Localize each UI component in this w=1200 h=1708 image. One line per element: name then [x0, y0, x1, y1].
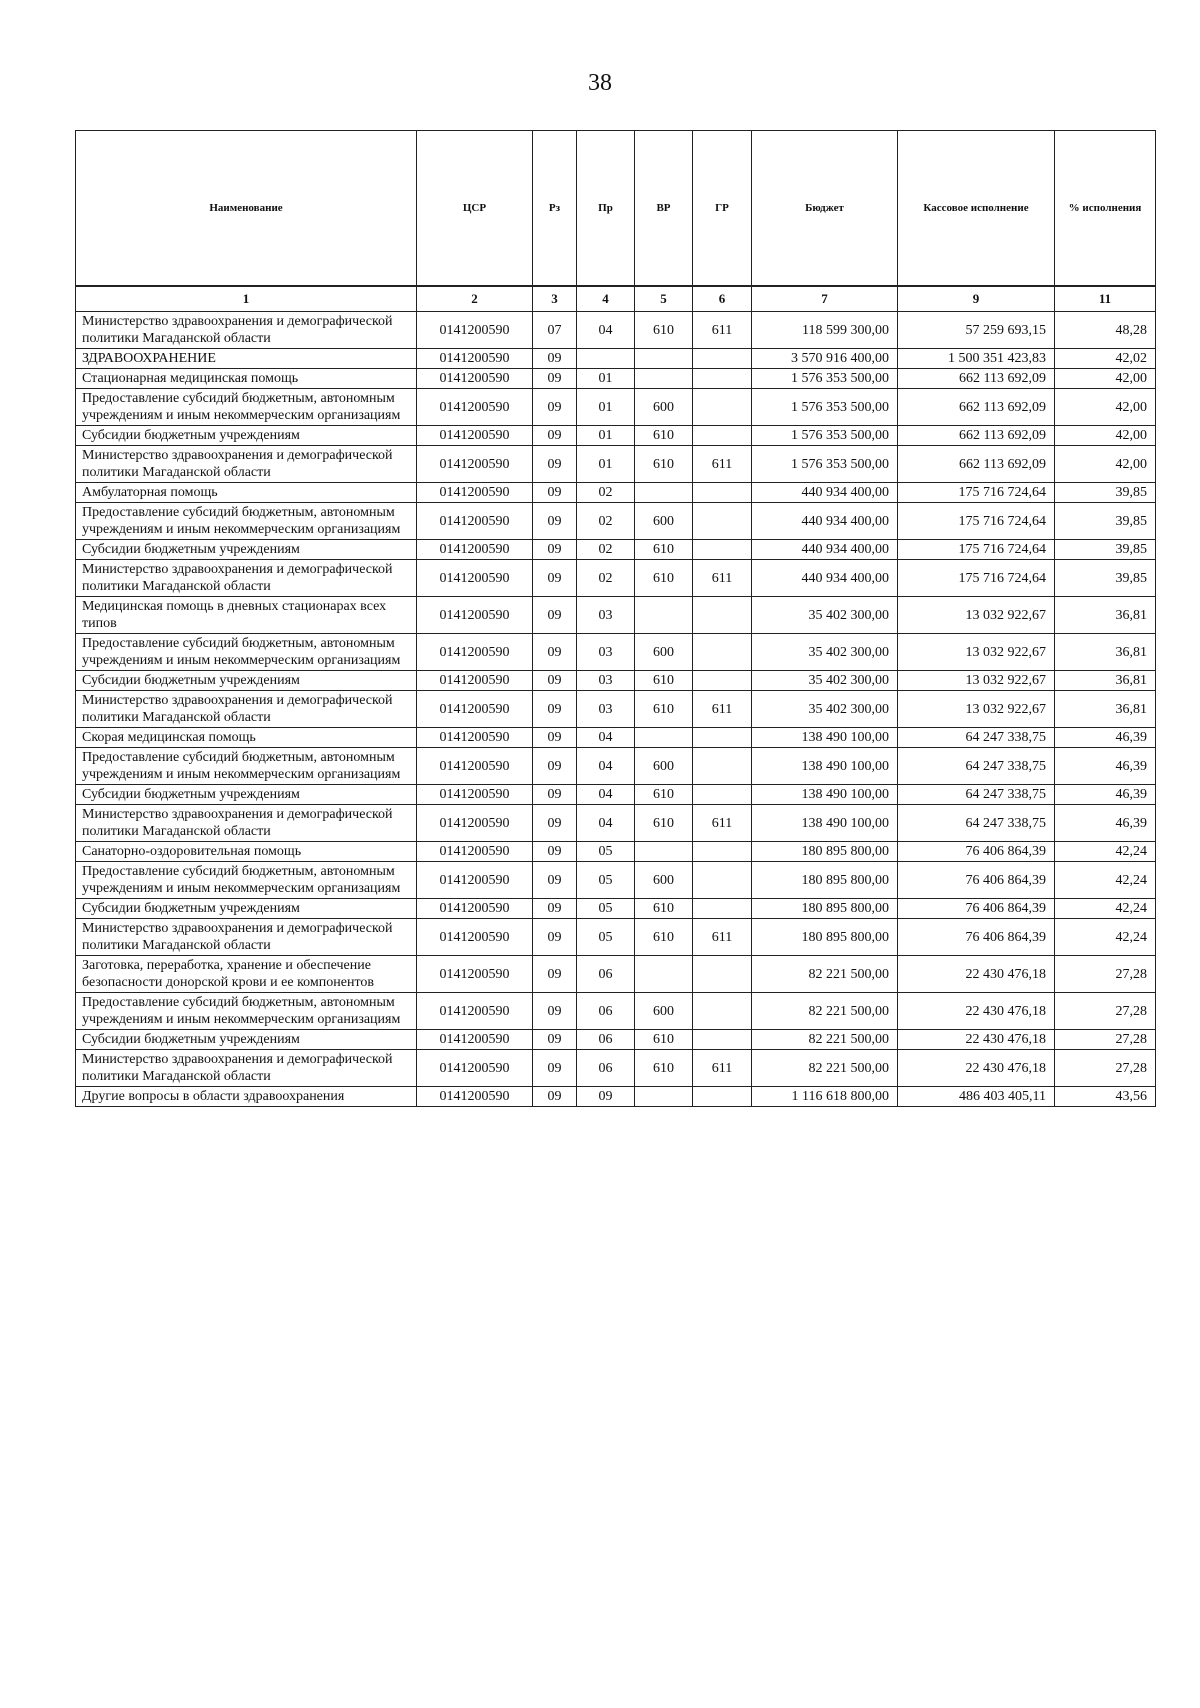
col-number: 3 [533, 286, 577, 312]
cell-budget: 1 116 618 800,00 [752, 1087, 898, 1107]
cell-vr: 600 [635, 862, 693, 899]
cell-budget: 82 221 500,00 [752, 1050, 898, 1087]
cell-rz: 09 [533, 862, 577, 899]
cell-name: Предоставление субсидий бюджетным, автономным учреждениям и иным некоммерческим организациям [76, 389, 417, 426]
col-number: 2 [417, 286, 533, 312]
cell-gr [693, 785, 752, 805]
cell-csr: 0141200590 [417, 540, 533, 560]
cell-percent: 36,81 [1055, 597, 1156, 634]
cell-gr [693, 503, 752, 540]
cell-name: Заготовка, переработка, хранение и обеспечение безопасности донорской крови и ее компонентов [76, 956, 417, 993]
cell-gr: 611 [693, 1050, 752, 1087]
table-body [76, 312, 1156, 1107]
cell-percent: 42,00 [1055, 389, 1156, 426]
cell-cash-execution: 662 113 692,09 [898, 426, 1055, 446]
cell-csr: 0141200590 [417, 691, 533, 728]
cell-gr [693, 426, 752, 446]
table-row [76, 1050, 1156, 1087]
cell-cash-execution: 13 032 922,67 [898, 671, 1055, 691]
cell-name: Субсидии бюджетным учреждениям [76, 785, 417, 805]
cell-name: Министерство здравоохранения и демографической политики Магаданской области [76, 446, 417, 483]
cell-gr [693, 671, 752, 691]
col-header-budget: Бюджет [752, 131, 898, 287]
col-number: 6 [693, 286, 752, 312]
cell-rz: 09 [533, 748, 577, 785]
cell-budget: 138 490 100,00 [752, 805, 898, 842]
cell-name: Министерство здравоохранения и демографической политики Магаданской области [76, 560, 417, 597]
cell-gr: 611 [693, 560, 752, 597]
cell-rz: 09 [533, 560, 577, 597]
cell-name: Медицинская помощь в дневных стационарах всех типов [76, 597, 417, 634]
cell-rz: 09 [533, 691, 577, 728]
cell-csr: 0141200590 [417, 1050, 533, 1087]
col-header-cash-execution: Кассовое исполнение [898, 131, 1055, 287]
cell-pr: 01 [577, 426, 635, 446]
cell-gr [693, 993, 752, 1030]
cell-cash-execution: 64 247 338,75 [898, 728, 1055, 748]
cell-percent: 42,02 [1055, 349, 1156, 369]
cell-cash-execution: 175 716 724,64 [898, 483, 1055, 503]
cell-name: Субсидии бюджетным учреждениям [76, 540, 417, 560]
cell-gr [693, 748, 752, 785]
cell-vr: 610 [635, 312, 693, 349]
cell-csr: 0141200590 [417, 728, 533, 748]
cell-rz: 09 [533, 540, 577, 560]
cell-rz: 09 [533, 597, 577, 634]
cell-pr: 06 [577, 1050, 635, 1087]
cell-name: Предоставление субсидий бюджетным, автономным учреждениям и иным некоммерческим организациям [76, 748, 417, 785]
cell-pr [577, 349, 635, 369]
cell-cash-execution: 175 716 724,64 [898, 560, 1055, 597]
cell-budget: 1 576 353 500,00 [752, 369, 898, 389]
cell-rz: 09 [533, 805, 577, 842]
cell-rz: 09 [533, 728, 577, 748]
cell-percent: 42,00 [1055, 446, 1156, 483]
cell-rz: 09 [533, 1087, 577, 1107]
col-header-percent: % исполнения [1055, 131, 1156, 287]
cell-gr [693, 597, 752, 634]
cell-budget: 3 570 916 400,00 [752, 349, 898, 369]
cell-budget: 1 576 353 500,00 [752, 389, 898, 426]
cell-rz: 09 [533, 349, 577, 369]
cell-percent: 36,81 [1055, 634, 1156, 671]
cell-csr: 0141200590 [417, 483, 533, 503]
cell-budget: 1 576 353 500,00 [752, 426, 898, 446]
cell-budget: 138 490 100,00 [752, 728, 898, 748]
cell-vr: 610 [635, 560, 693, 597]
cell-pr: 04 [577, 805, 635, 842]
cell-percent: 42,24 [1055, 842, 1156, 862]
cell-percent: 42,24 [1055, 919, 1156, 956]
cell-gr [693, 956, 752, 993]
cell-vr: 610 [635, 805, 693, 842]
table-row [76, 956, 1156, 993]
cell-pr: 09 [577, 1087, 635, 1107]
col-header-vr: ВР [635, 131, 693, 287]
cell-vr [635, 1087, 693, 1107]
cell-cash-execution: 64 247 338,75 [898, 805, 1055, 842]
cell-vr [635, 369, 693, 389]
cell-name: Министерство здравоохранения и демографической политики Магаданской области [76, 919, 417, 956]
cell-percent: 27,28 [1055, 993, 1156, 1030]
cell-cash-execution: 76 406 864,39 [898, 862, 1055, 899]
cell-gr [693, 483, 752, 503]
table-row [76, 671, 1156, 691]
cell-rz: 09 [533, 1030, 577, 1050]
cell-pr: 06 [577, 956, 635, 993]
cell-pr: 06 [577, 1030, 635, 1050]
cell-budget: 138 490 100,00 [752, 748, 898, 785]
cell-pr: 04 [577, 728, 635, 748]
cell-csr: 0141200590 [417, 842, 533, 862]
cell-csr: 0141200590 [417, 369, 533, 389]
cell-name: Предоставление субсидий бюджетным, автономным учреждениям и иным некоммерческим организациям [76, 634, 417, 671]
cell-gr: 611 [693, 805, 752, 842]
cell-budget: 440 934 400,00 [752, 540, 898, 560]
cell-pr: 05 [577, 842, 635, 862]
cell-vr: 600 [635, 634, 693, 671]
cell-name: Министерство здравоохранения и демографической политики Магаданской области [76, 691, 417, 728]
col-number: 5 [635, 286, 693, 312]
cell-vr: 610 [635, 1030, 693, 1050]
cell-vr: 610 [635, 540, 693, 560]
col-number: 11 [1055, 286, 1156, 312]
cell-name: Другие вопросы в области здравоохранения [76, 1087, 417, 1107]
table-row [76, 369, 1156, 389]
cell-percent: 46,39 [1055, 805, 1156, 842]
col-header-gr: ГР [693, 131, 752, 287]
cell-csr: 0141200590 [417, 956, 533, 993]
cell-vr: 610 [635, 446, 693, 483]
cell-vr [635, 956, 693, 993]
cell-rz: 09 [533, 503, 577, 540]
cell-rz: 09 [533, 389, 577, 426]
cell-vr: 610 [635, 1050, 693, 1087]
cell-budget: 138 490 100,00 [752, 785, 898, 805]
cell-name: Министерство здравоохранения и демографической политики Магаданской области [76, 1050, 417, 1087]
cell-gr [693, 728, 752, 748]
cell-vr: 610 [635, 919, 693, 956]
cell-percent: 42,24 [1055, 899, 1156, 919]
cell-csr: 0141200590 [417, 349, 533, 369]
cell-rz: 09 [533, 919, 577, 956]
cell-cash-execution: 1 500 351 423,83 [898, 349, 1055, 369]
cell-budget: 180 895 800,00 [752, 842, 898, 862]
cell-rz: 09 [533, 446, 577, 483]
cell-csr: 0141200590 [417, 426, 533, 446]
cell-pr: 01 [577, 446, 635, 483]
cell-csr: 0141200590 [417, 312, 533, 349]
cell-percent: 46,39 [1055, 728, 1156, 748]
cell-name: Субсидии бюджетным учреждениям [76, 671, 417, 691]
cell-percent: 43,56 [1055, 1087, 1156, 1107]
cell-percent: 42,00 [1055, 426, 1156, 446]
cell-gr [693, 862, 752, 899]
cell-vr: 610 [635, 785, 693, 805]
cell-percent: 39,85 [1055, 503, 1156, 540]
cell-percent: 27,28 [1055, 956, 1156, 993]
cell-cash-execution: 486 403 405,11 [898, 1087, 1055, 1107]
column-number-row [76, 286, 1156, 312]
cell-csr: 0141200590 [417, 389, 533, 426]
table-row [76, 899, 1156, 919]
cell-csr: 0141200590 [417, 560, 533, 597]
cell-gr [693, 634, 752, 671]
cell-rz: 09 [533, 634, 577, 671]
cell-pr: 04 [577, 785, 635, 805]
cell-budget: 82 221 500,00 [752, 956, 898, 993]
table-row [76, 842, 1156, 862]
table-row [76, 805, 1156, 842]
cell-budget: 180 895 800,00 [752, 862, 898, 899]
cell-cash-execution: 64 247 338,75 [898, 748, 1055, 785]
cell-pr: 03 [577, 597, 635, 634]
cell-vr: 610 [635, 899, 693, 919]
table-row [76, 597, 1156, 634]
table-row [76, 919, 1156, 956]
cell-csr: 0141200590 [417, 671, 533, 691]
cell-rz: 09 [533, 842, 577, 862]
col-header-pr: Пр [577, 131, 635, 287]
cell-csr: 0141200590 [417, 862, 533, 899]
col-header-rz: Рз [533, 131, 577, 287]
cell-cash-execution: 64 247 338,75 [898, 785, 1055, 805]
cell-vr: 610 [635, 691, 693, 728]
cell-csr: 0141200590 [417, 503, 533, 540]
table-row [76, 426, 1156, 446]
cell-cash-execution: 76 406 864,39 [898, 842, 1055, 862]
cell-rz: 09 [533, 1050, 577, 1087]
table-row [76, 503, 1156, 540]
cell-percent: 27,28 [1055, 1050, 1156, 1087]
cell-name: ЗДРАВООХРАНЕНИЕ [76, 349, 417, 369]
cell-cash-execution: 13 032 922,67 [898, 691, 1055, 728]
cell-rz: 09 [533, 369, 577, 389]
table-row [76, 728, 1156, 748]
cell-cash-execution: 662 113 692,09 [898, 389, 1055, 426]
cell-budget: 35 402 300,00 [752, 634, 898, 671]
cell-name: Субсидии бюджетным учреждениям [76, 1030, 417, 1050]
cell-vr: 600 [635, 993, 693, 1030]
cell-pr: 05 [577, 919, 635, 956]
table-row [76, 446, 1156, 483]
cell-gr: 611 [693, 312, 752, 349]
table-row [76, 540, 1156, 560]
cell-gr [693, 842, 752, 862]
cell-pr: 02 [577, 503, 635, 540]
cell-cash-execution: 13 032 922,67 [898, 634, 1055, 671]
table-row [76, 748, 1156, 785]
cell-gr [693, 540, 752, 560]
cell-gr: 611 [693, 691, 752, 728]
cell-percent: 39,85 [1055, 483, 1156, 503]
cell-cash-execution: 57 259 693,15 [898, 312, 1055, 349]
cell-budget: 35 402 300,00 [752, 671, 898, 691]
cell-percent: 39,85 [1055, 560, 1156, 597]
cell-csr: 0141200590 [417, 748, 533, 785]
cell-budget: 35 402 300,00 [752, 597, 898, 634]
cell-pr: 02 [577, 540, 635, 560]
cell-budget: 440 934 400,00 [752, 503, 898, 540]
cell-gr [693, 1087, 752, 1107]
cell-pr: 02 [577, 483, 635, 503]
cell-csr: 0141200590 [417, 446, 533, 483]
cell-csr: 0141200590 [417, 597, 533, 634]
cell-budget: 440 934 400,00 [752, 560, 898, 597]
cell-gr [693, 369, 752, 389]
cell-name: Субсидии бюджетным учреждениям [76, 426, 417, 446]
cell-gr [693, 899, 752, 919]
cell-pr: 01 [577, 369, 635, 389]
cell-csr: 0141200590 [417, 899, 533, 919]
cell-vr: 600 [635, 389, 693, 426]
cell-cash-execution: 76 406 864,39 [898, 899, 1055, 919]
cell-cash-execution: 22 430 476,18 [898, 1050, 1055, 1087]
table-row [76, 312, 1156, 349]
table-row [76, 691, 1156, 728]
cell-vr: 610 [635, 426, 693, 446]
cell-rz: 09 [533, 993, 577, 1030]
table-row [76, 862, 1156, 899]
col-number: 1 [76, 286, 417, 312]
cell-percent: 48,28 [1055, 312, 1156, 349]
cell-csr: 0141200590 [417, 1030, 533, 1050]
cell-vr: 600 [635, 748, 693, 785]
cell-rz: 09 [533, 956, 577, 993]
table-row [76, 993, 1156, 1030]
cell-csr: 0141200590 [417, 634, 533, 671]
table-row [76, 349, 1156, 369]
cell-budget: 1 576 353 500,00 [752, 446, 898, 483]
cell-budget: 82 221 500,00 [752, 1030, 898, 1050]
table-row [76, 389, 1156, 426]
cell-pr: 05 [577, 862, 635, 899]
cell-rz: 09 [533, 671, 577, 691]
cell-name: Санаторно-оздоровительная помощь [76, 842, 417, 862]
cell-csr: 0141200590 [417, 919, 533, 956]
cell-cash-execution: 13 032 922,67 [898, 597, 1055, 634]
col-header-csr: ЦСР [417, 131, 533, 287]
cell-cash-execution: 22 430 476,18 [898, 1030, 1055, 1050]
cell-cash-execution: 175 716 724,64 [898, 503, 1055, 540]
cell-gr: 611 [693, 919, 752, 956]
cell-pr: 02 [577, 560, 635, 597]
cell-budget: 440 934 400,00 [752, 483, 898, 503]
cell-budget: 82 221 500,00 [752, 993, 898, 1030]
cell-cash-execution: 22 430 476,18 [898, 956, 1055, 993]
cell-budget: 180 895 800,00 [752, 919, 898, 956]
cell-vr [635, 483, 693, 503]
cell-rz: 09 [533, 899, 577, 919]
table-row [76, 1030, 1156, 1050]
cell-pr: 04 [577, 312, 635, 349]
budget-table [75, 130, 1156, 1107]
table-row [76, 560, 1156, 597]
cell-vr [635, 842, 693, 862]
cell-pr: 06 [577, 993, 635, 1030]
cell-percent: 46,39 [1055, 785, 1156, 805]
cell-gr [693, 1030, 752, 1050]
cell-budget: 35 402 300,00 [752, 691, 898, 728]
table-row [76, 1087, 1156, 1107]
cell-name: Министерство здравоохранения и демографической политики Магаданской области [76, 805, 417, 842]
cell-gr [693, 349, 752, 369]
cell-percent: 42,00 [1055, 369, 1156, 389]
cell-vr [635, 728, 693, 748]
cell-cash-execution: 662 113 692,09 [898, 446, 1055, 483]
table-row [76, 483, 1156, 503]
cell-csr: 0141200590 [417, 785, 533, 805]
cell-vr [635, 597, 693, 634]
cell-name: Скорая медицинская помощь [76, 728, 417, 748]
cell-vr: 600 [635, 503, 693, 540]
cell-cash-execution: 22 430 476,18 [898, 993, 1055, 1030]
cell-pr: 03 [577, 691, 635, 728]
col-header-name: Наименование [76, 131, 417, 287]
cell-name: Субсидии бюджетным учреждениям [76, 899, 417, 919]
cell-rz: 07 [533, 312, 577, 349]
cell-pr: 03 [577, 671, 635, 691]
page-number: 38 [588, 70, 612, 96]
cell-csr: 0141200590 [417, 805, 533, 842]
cell-name: Стационарная медицинская помощь [76, 369, 417, 389]
col-number: 7 [752, 286, 898, 312]
cell-pr: 03 [577, 634, 635, 671]
cell-name: Амбулаторная помощь [76, 483, 417, 503]
cell-rz: 09 [533, 785, 577, 805]
cell-rz: 09 [533, 483, 577, 503]
table-row [76, 785, 1156, 805]
cell-cash-execution: 175 716 724,64 [898, 540, 1055, 560]
col-number: 9 [898, 286, 1055, 312]
cell-budget: 118 599 300,00 [752, 312, 898, 349]
cell-name: Предоставление субсидий бюджетным, автономным учреждениям и иным некоммерческим организациям [76, 503, 417, 540]
cell-cash-execution: 76 406 864,39 [898, 919, 1055, 956]
cell-csr: 0141200590 [417, 993, 533, 1030]
cell-percent: 27,28 [1055, 1030, 1156, 1050]
cell-rz: 09 [533, 426, 577, 446]
cell-pr: 01 [577, 389, 635, 426]
cell-percent: 39,85 [1055, 540, 1156, 560]
cell-percent: 46,39 [1055, 748, 1156, 785]
cell-budget: 180 895 800,00 [752, 899, 898, 919]
cell-percent: 36,81 [1055, 671, 1156, 691]
cell-cash-execution: 662 113 692,09 [898, 369, 1055, 389]
cell-gr [693, 389, 752, 426]
cell-csr: 0141200590 [417, 1087, 533, 1107]
cell-gr: 611 [693, 446, 752, 483]
cell-pr: 04 [577, 748, 635, 785]
cell-vr: 610 [635, 671, 693, 691]
cell-name: Предоставление субсидий бюджетным, автономным учреждениям и иным некоммерческим организациям [76, 993, 417, 1030]
cell-vr [635, 349, 693, 369]
col-number: 4 [577, 286, 635, 312]
header-row [76, 131, 1156, 287]
cell-name: Предоставление субсидий бюджетным, автономным учреждениям и иным некоммерческим организациям [76, 862, 417, 899]
cell-percent: 36,81 [1055, 691, 1156, 728]
cell-name: Министерство здравоохранения и демографической политики Магаданской области [76, 312, 417, 349]
cell-percent: 42,24 [1055, 862, 1156, 899]
table-row [76, 634, 1156, 671]
cell-pr: 05 [577, 899, 635, 919]
